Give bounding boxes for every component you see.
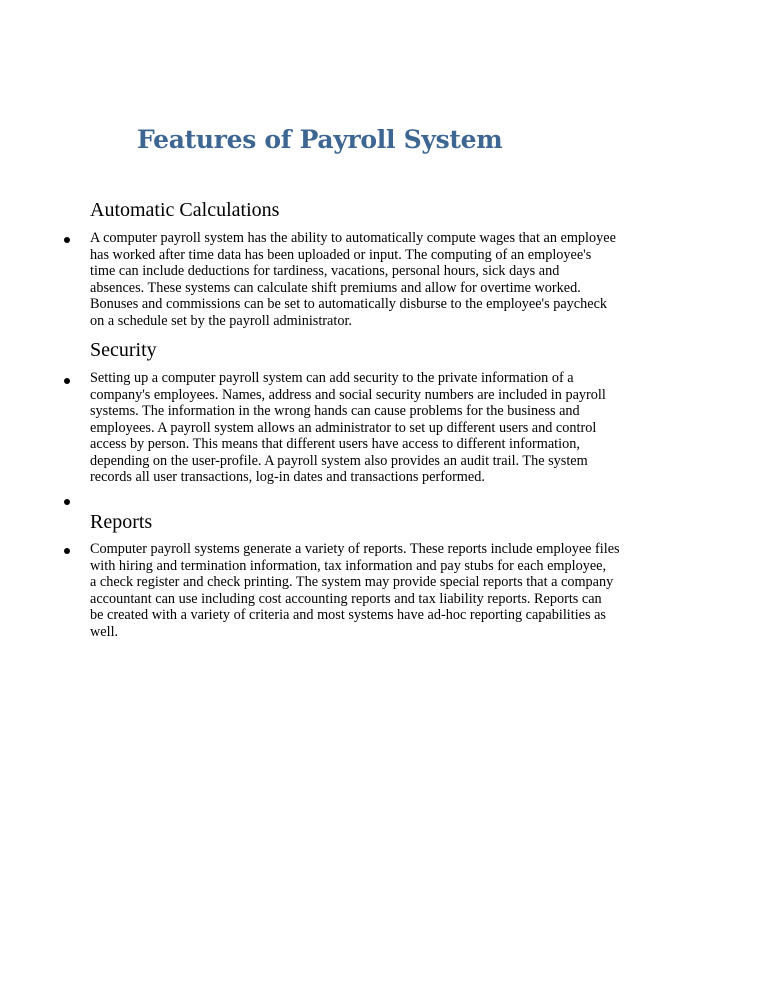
paragraph-line: be created with a variety of criteria and most systems have ad-hoc reporting capabilities as [90,607,606,623]
paragraph-line: absences. These systems can calculate shift premiums and allow for overtime worked. [90,279,581,296]
paragraph-line: depending on the user-profile. A payroll system also provides an audit trail. The system [90,452,588,469]
paragraph-line: Computer payroll systems generate a variety of reports. These reports include employee files [90,541,620,557]
bullet-icon [64,548,70,554]
section-heading-automatic-calculations: Automatic Calculations [90,199,280,221]
paragraph-line: Setting up a computer payroll system can add security to the private information of a [90,370,574,386]
section-heading-security: Security [90,339,157,361]
paragraph-line: time can include deductions for tardiness, vacations, personal hours, sick days and [90,263,560,279]
paragraph-line: systems. The information in the wrong hands can cause problems for the business and [90,403,580,419]
page-title: Features of Payroll System [137,125,503,154]
paragraph-line: access by person. This means that different users have access to different information, [90,436,580,452]
paragraph-security [90,370,690,486]
bullet-icon [64,237,70,243]
bullet-icon [64,378,70,384]
paragraph-line: well. [90,623,119,640]
paragraph-line: accountant can use including cost accounting reports and tax liability reports. Reports can [90,590,602,607]
empty-bullet-icon [64,499,70,505]
paragraph-line: company's employees. Names, address and social security numbers are included in payroll [90,386,606,403]
paragraph-line: with hiring and termination information, tax information and pay stubs for each employee, [90,557,607,574]
paragraph-line: employees. A payroll system allows an administrator to set up different users and control [90,419,597,436]
paragraph-line: A computer payroll system has the ability to automatically compute wages that an employee [90,230,616,246]
paragraph-line: on a schedule set by the payroll administrator. [90,312,352,329]
paragraph-line: Bonuses and commissions can be set to automatically disburse to the employee's paycheck [90,296,608,312]
paragraph-automatic-calculations [90,230,690,329]
paragraph-line: a check register and check printing. The system may provide special reports that a company [90,574,614,590]
section-heading-reports: Reports [90,511,153,533]
paragraph-line: has worked after time data has been uploaded or input. The computing of an employee's [90,246,592,263]
paragraph-line: records all user transactions, log-in dates and transactions performed. [90,469,485,485]
paragraph-reports [90,541,690,640]
